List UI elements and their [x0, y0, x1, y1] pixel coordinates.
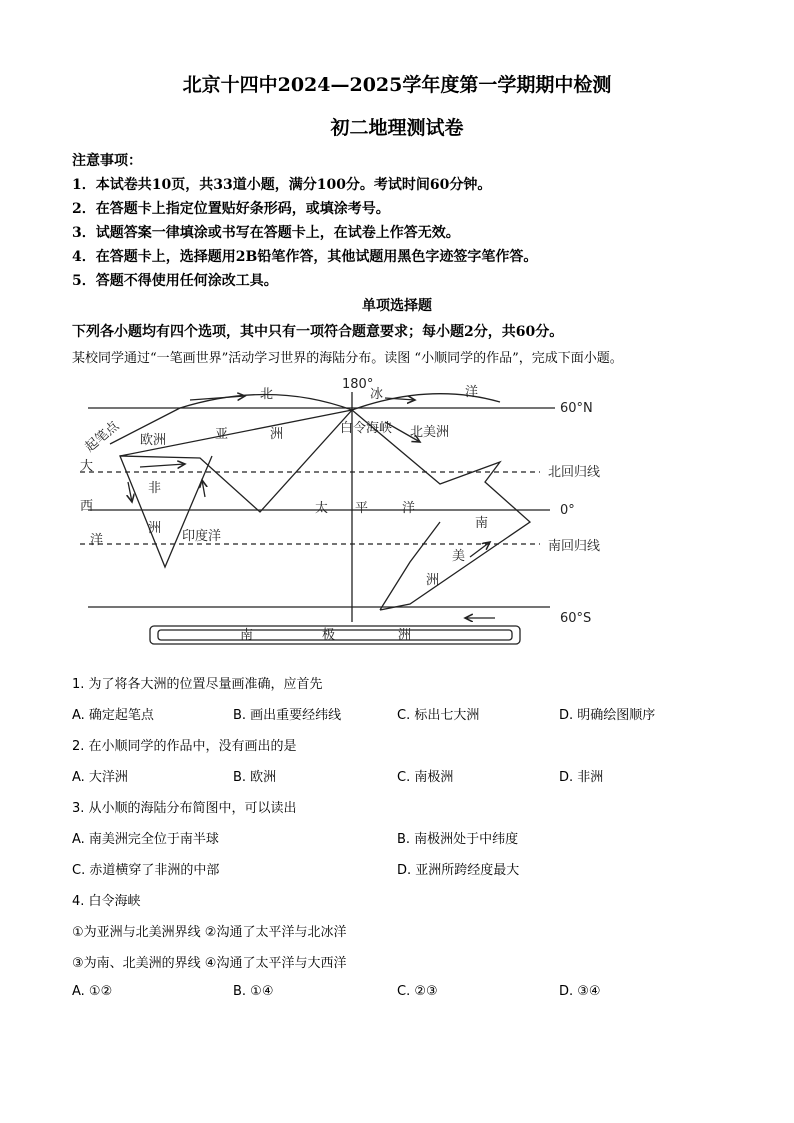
question-stem: 1. 为了将各大洲的位置尽量画准确，应首先 — [72, 677, 323, 692]
section-instruction: 下列各小题均有四个选项，其中只有一项符合题意要求；每小题2分，共60分。 — [72, 324, 564, 340]
label-atl-da: 大 — [80, 459, 94, 474]
page-subtitle: 初二地理测试卷 — [330, 117, 464, 139]
statement-line: ①为亚洲与北美洲界线 ②沟通了太平洋与北冰洋 — [72, 925, 347, 940]
sa-stroke — [380, 522, 440, 610]
option-d: D. 亚洲所跨经度最大 — [397, 863, 520, 878]
label-europe: 欧洲 — [140, 433, 167, 448]
label-equator: 0° — [560, 503, 575, 518]
statement-line: ③为南、北美洲的界线 ④沟通了太平洋与大西洋 — [72, 956, 347, 971]
label-start: 起笔点 — [82, 418, 123, 456]
section-title: 单项选择题 — [362, 298, 432, 314]
section-intro: 某校同学通过“一笔画世界”活动学习世界的海陆分布。读图 “小顺同学的作品”，完成下面小题。 — [72, 351, 623, 366]
note-item: 2．在答题卡上指定位置贴好条形码，或填涂考号。 — [72, 201, 390, 217]
question-stem: 4. 白令海峡 — [72, 894, 141, 909]
label-tropic-n: 北回归线 — [548, 465, 601, 480]
option-d: D. ③④ — [559, 984, 601, 999]
question-stem: 2. 在小顺同学的作品中，没有画出的是 — [72, 739, 297, 754]
label-indian: 印度洋 — [182, 529, 222, 544]
notes-heading: 注意事项： — [72, 153, 142, 169]
label-na: 北美洲 — [410, 425, 450, 440]
option-c: C. ②③ — [397, 984, 438, 999]
label-tropic-s: 南回归线 — [548, 539, 601, 554]
note-item: 5．答题不得使用任何涂改工具。 — [72, 273, 278, 289]
option-b: B. 南极洲处于中纬度 — [397, 832, 519, 847]
eurasia-africa-stroke — [110, 408, 352, 567]
option-c: C. 标出七大洲 — [397, 708, 480, 723]
note-item: 1．本试卷共10页，共33道小题，满分100分。考试时间60分钟。 — [72, 177, 492, 193]
label-sa-nan: 南 — [475, 516, 489, 531]
label-ant-zhou: 洲 — [398, 628, 412, 643]
option-a: A. 南美洲完全位于南半球 — [72, 832, 219, 847]
label-sa-zhou: 洲 — [426, 573, 440, 588]
label-ant-ji: 极 — [322, 628, 336, 643]
page-title: 北京十四中2024—2025学年度第一学期期中检测 — [182, 74, 612, 96]
label-180: 180° — [342, 377, 374, 392]
label-bing: 冰 — [370, 387, 384, 402]
option-a: A. 大洋洲 — [72, 770, 128, 785]
one-stroke-world-map — [80, 372, 640, 657]
label-asia-zhou: 洲 — [270, 427, 284, 442]
label-sa-mei: 美 — [452, 549, 466, 564]
option-a: A. ①② — [72, 984, 113, 999]
option-a: A. 确定起笔点 — [72, 708, 154, 723]
option-d: D. 非洲 — [559, 770, 604, 785]
label-pac-tai: 太 — [315, 501, 329, 516]
option-d: D. 明确绘图顺序 — [559, 708, 656, 723]
option-b: B. ①④ — [233, 984, 274, 999]
label-60s: 60°S — [560, 611, 592, 626]
label-pac-yang: 洋 — [402, 501, 416, 516]
option-b: B. 画出重要经纬线 — [233, 708, 342, 723]
label-60n: 60°N — [560, 401, 593, 416]
label-africa-fei: 非 — [148, 481, 162, 496]
label-bering: 白令海峡 — [340, 421, 393, 436]
note-item: 4．在答题卡上，选择题用2B铅笔作答，其他试题用黑色字迹签字笔作答。 — [72, 249, 538, 265]
option-c: C. 赤道横穿了非洲的中部 — [72, 863, 220, 878]
option-c: C. 南极洲 — [397, 770, 454, 785]
label-pac-ping: 平 — [355, 501, 369, 516]
label-atl-yang: 洋 — [90, 533, 104, 548]
question-stem: 3. 从小顺的海陆分布简图中，可以读出 — [72, 801, 297, 816]
note-item: 3．试题答案一律填涂或书写在答题卡上，在试卷上作答无效。 — [72, 225, 460, 241]
label-asia-ya: 亚 — [215, 427, 229, 442]
option-b: B. 欧洲 — [233, 770, 277, 785]
label-yang: 洋 — [465, 385, 479, 400]
label-bei: 北 — [260, 387, 274, 402]
label-ant-nan: 南 — [240, 628, 254, 643]
label-atl-xi: 西 — [80, 499, 94, 514]
label-africa-zhou: 洲 — [148, 521, 162, 536]
